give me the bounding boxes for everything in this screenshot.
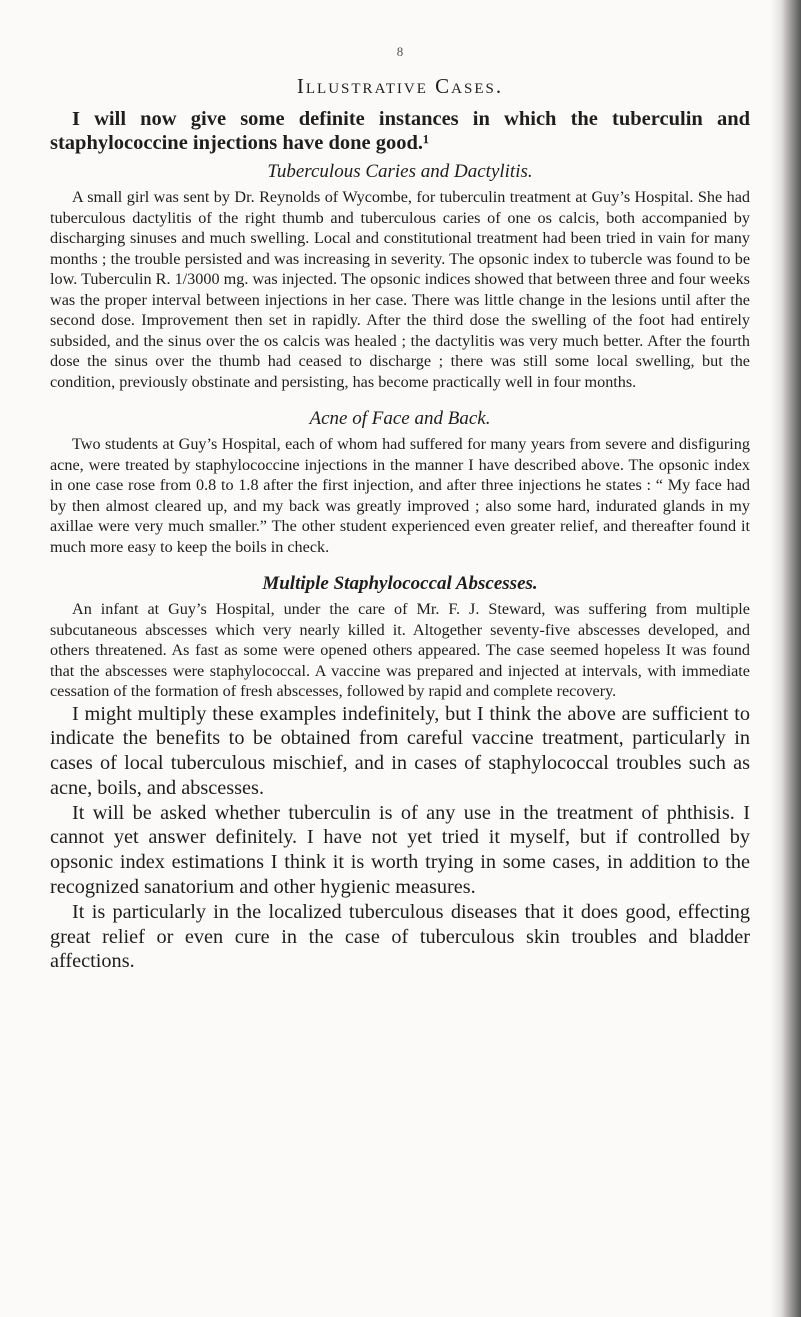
case-paragraph-acne: Two students at Guy’s Hospital, each of whom had suffered for many years from severe and disfiguring acne, were treated by staphylococcine injections in the manner I have described above. The opsonic index in one case rose from 0.8 to 1.8 after the first injection, and after three injections he states : “ My face had by then almost cleared up, and my back was greatly improved ; also some hard, indurated glands in my axillae were very much smaller.” The other student experienced even greater relief, and thereafter found it much more easy to keep the boils in check. xyxy=(50,435,750,556)
text-column xyxy=(50,74,750,974)
conclusion-paragraph-3: It is particularly in the localized tuberculous diseases that it does good, effecting great relief or even cure in the case of tuberculous skin troubles and bladder affections. xyxy=(50,900,750,973)
conclusion-paragraph-2: It will be asked whether tuberculin is of any use in the treatment of phthisis. I cannot yet answer definitely. I have not yet tried it myself, but if controlled by opsonic index estimations I think it is worth trying in some cases, in addition to the recognized sanatorium and other hygienic measures. xyxy=(50,801,750,899)
section-heading: Illustrative Cases. xyxy=(296,74,504,98)
conclusion-paragraph-1: I might multiply these examples indefinitely, but I think the above are sufficient to indicate the benefits to be obtained from careful vaccine treatment, particularly in cases of local tuberculous mischief, and in cases of staphylococcal troubles such as acne, boils, and abscesses. xyxy=(50,702,750,799)
intro-paragraph: I will now give some definite instances in which the tuberculin and staphylococcine injections have done good.¹ xyxy=(50,108,750,154)
page-number: 8 xyxy=(396,44,405,59)
book-binding-edge xyxy=(771,0,801,1317)
case-heading-abscesses: Multiple Staphylococcal Abscesses. xyxy=(262,573,538,594)
case-heading-caries: Tuberculous Caries and Dactylitis. xyxy=(267,161,533,182)
case-heading-acne: Acne of Face and Back. xyxy=(309,408,491,429)
case-paragraph-abscesses: An infant at Guy’s Hospital, under the care of Mr. F. J. Steward, was suffering from multiple subcutaneous abscesses which very nearly killed it. Altogether seventy-five abscesses developed, and others threatened. As fast as some were opened others appeared. The case seemed hopeless It was found that the abscesses were staphylococcal. A vaccine was prepared and injected at intervals, with immediate cessation of the formation of fresh abscesses, followed by rapid and complete recovery. xyxy=(50,600,750,700)
case-paragraph-caries: A small girl was sent by Dr. Reynolds of Wycombe, for tuberculin treatment at Guy’s Hospital. She had tuberculous dactylitis of the right thumb and tuberculous caries of one os calcis, both accompanied by discharging sinuses and much swelling. Local and constitutional treatment had been tried in vain for many months ; the trouble persisted and was increasing in severity. The opsonic index to tubercle was found to be low. Tuberculin R. 1/3000 mg. was injected. The opsonic indices showed that between three and four weeks was the proper interval between injections in her case. There was little change in the lesions until after the second dose. Improvement then set in rapidly. After the third dose the swelling of the foot had entirely subsided, and the sinus over the os calcis was healed ; the dactylitis was very much better. After the fourth dose the sinus over the thumb had ceased to discharge ; there was still some local swelling, but the condition, previously obstinate and persisting, has become practically well in four months. xyxy=(50,188,750,391)
